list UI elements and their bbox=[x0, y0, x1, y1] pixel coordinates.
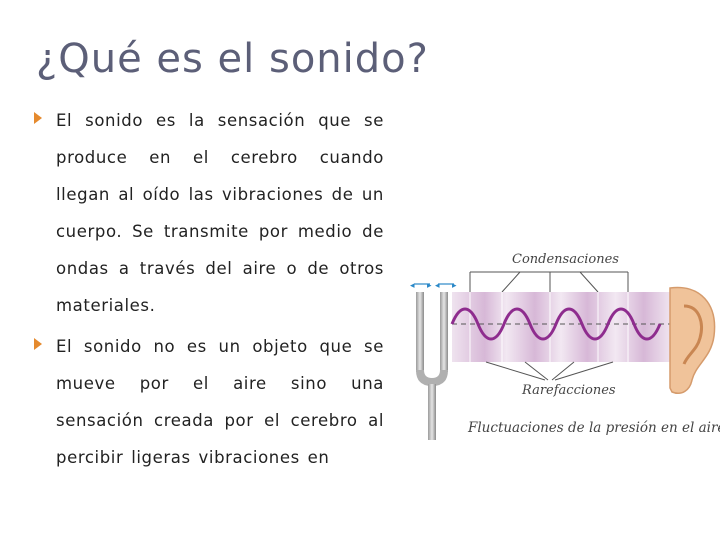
sound-wave-figure bbox=[400, 240, 720, 450]
condensations-bracket bbox=[470, 272, 628, 292]
ear-icon bbox=[670, 287, 715, 393]
bullet-text: El sonido es la sensación que se produce en el cerebro cuando llegan al oído las vibraciones de un cuerpo. Se transmite por medio de ondas a través del aire o de otros materiales. bbox=[56, 111, 384, 315]
bullet-arrow-icon bbox=[34, 338, 42, 350]
bullet-list bbox=[34, 102, 384, 476]
figure-caption: Fluctuaciones de la presión en el aire bbox=[468, 420, 720, 436]
left-arrow-icon: ◂ bbox=[410, 281, 415, 291]
bullet-arrow-icon bbox=[34, 112, 42, 124]
tuning-fork bbox=[416, 292, 448, 440]
left-arrow-icon: ◂ bbox=[435, 281, 440, 291]
rarefactions-label: Rarefacciones bbox=[522, 383, 616, 398]
sound-wave-illustration bbox=[400, 240, 720, 450]
bullet-item bbox=[34, 328, 384, 476]
pressure-band bbox=[452, 292, 670, 362]
right-arrow-icon: ▸ bbox=[427, 281, 432, 291]
right-arrow-icon: ▸ bbox=[452, 281, 457, 291]
slide-title: ¿Qué es el sonido? bbox=[36, 36, 429, 82]
bullet-item bbox=[34, 102, 384, 324]
rarefactions-bracket bbox=[486, 362, 613, 380]
bullet-text: El sonido no es un objeto que se mueve por el aire sino una sensación creada por el cerebro al percibir ligeras vibraciones en bbox=[56, 337, 384, 467]
condensations-label: Condensaciones bbox=[512, 252, 619, 267]
